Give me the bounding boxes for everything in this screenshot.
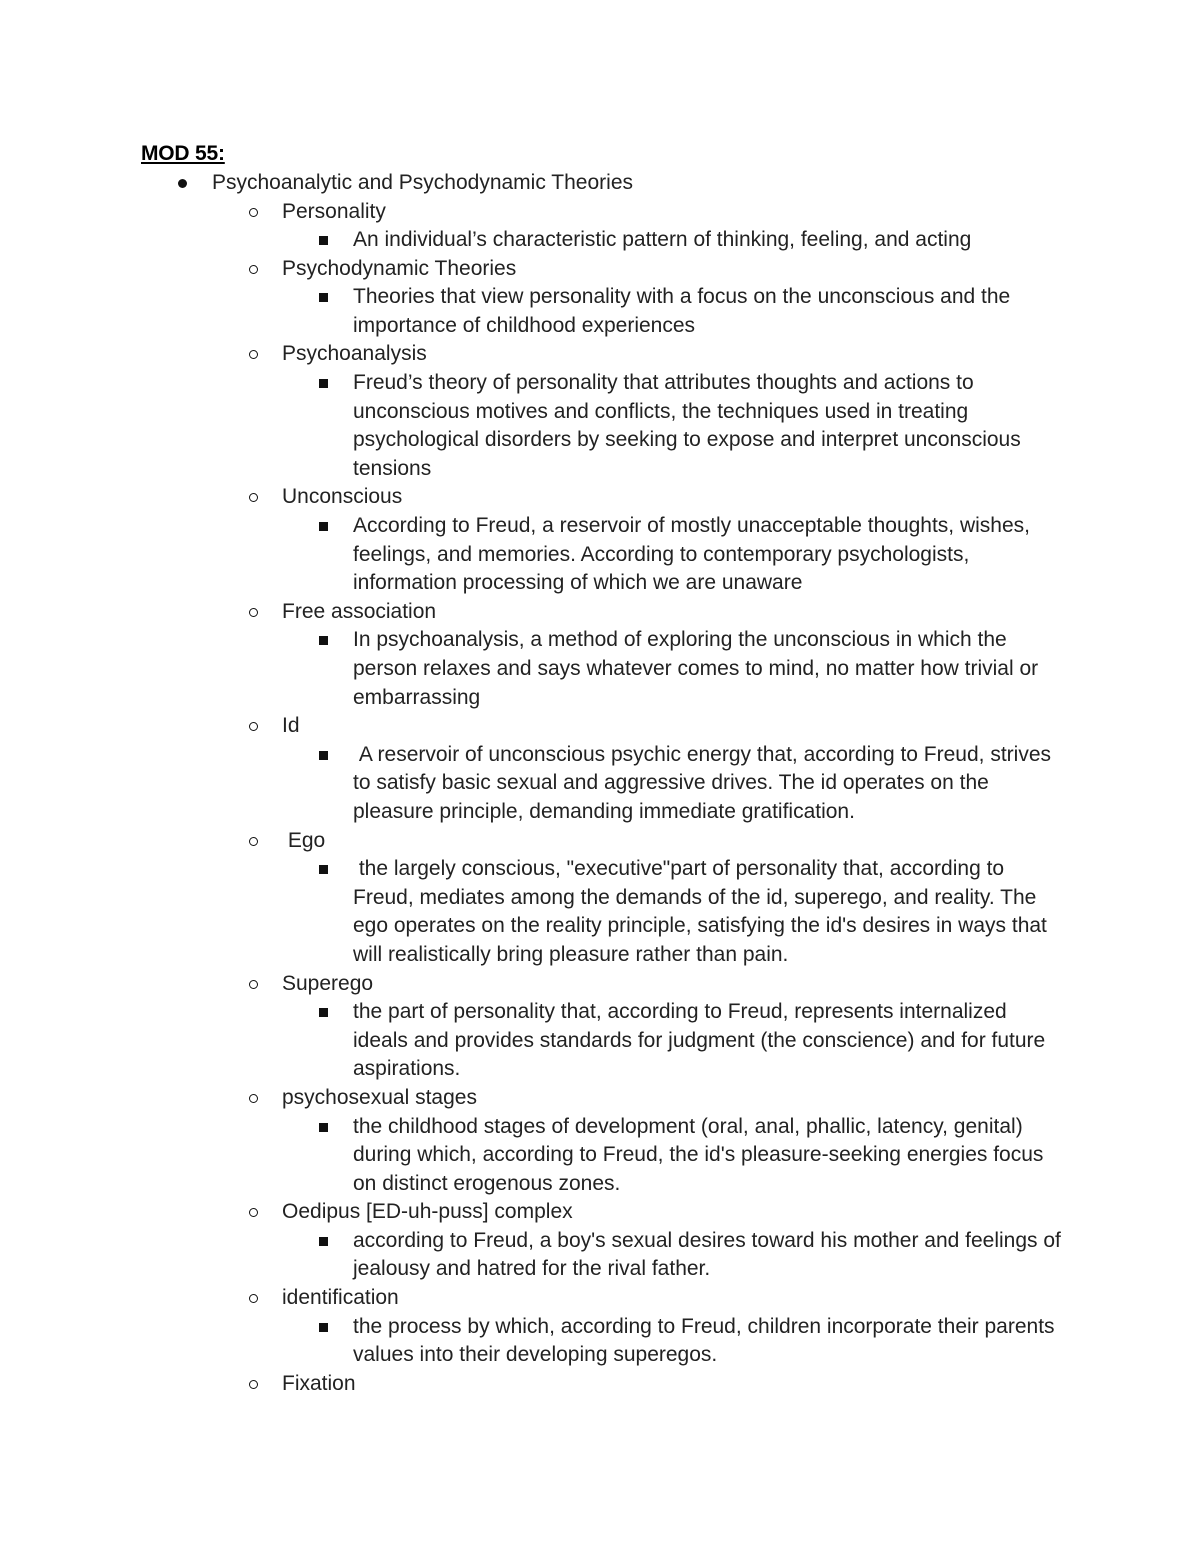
hollow-circle-bullet-icon [249,350,258,359]
term-item [0,198,1200,227]
definition-item [0,741,1200,827]
term-item [0,483,1200,512]
hollow-circle-bullet-icon [249,1380,258,1389]
definition-text: the process by which, according to Freud, children incorporate their parents values into their developing superegos. [353,1314,1061,1367]
hollow-circle-bullet-icon [249,722,258,731]
definition-text: the childhood stages of development (oral, anal, phallic, latency, genital) during which, according to Freud, the id's pleasure-seeking energies focus on distinct erogenous zones. [353,1114,1050,1195]
term-label: Personality [282,199,386,223]
term-label: psychosexual stages [282,1085,477,1109]
term-item [0,1284,1200,1313]
hollow-circle-bullet-icon [249,980,258,989]
definition-item [0,226,1200,255]
square-bullet-icon [319,379,328,388]
term-item [0,340,1200,369]
term-item [0,827,1200,856]
section-heading: Psychoanalytic and Psychodynamic Theories [212,171,633,194]
definition-item [0,998,1200,1084]
hollow-circle-bullet-icon [249,265,258,274]
definition-text: according to Freud, a boy's sexual desires toward his mother and feelings of jealousy and hatred for the rival father. [353,1228,1067,1281]
term-label: Fixation [282,1371,356,1395]
definition-item [0,1113,1200,1199]
square-bullet-icon [319,293,328,302]
definition-item [0,626,1200,712]
hollow-circle-bullet-icon [249,493,258,502]
definition-text: A reservoir of unconscious psychic energy that, according to Freud, strives to satisfy basic sexual and aggressive drives. The id operates on the pleasure principle, demanding immediate gratification. [353,742,1057,823]
hollow-circle-bullet-icon [249,608,258,617]
term-label: identification [282,1286,399,1310]
hollow-circle-bullet-icon [249,1294,258,1303]
definition-text: the largely conscious, "executive"part of personality that, according to Freud, mediates among the demands of the id, superego, and reality. The ego operates on the reality principle, satisfying the id's desires in ways that will realistically bring pleasure rather than pain. [353,857,1053,966]
definition-text: the part of personality that, according to Freud, represents internalized ideals and provides standards for judgment (the conscience) and for future aspirations. [353,1000,1052,1081]
definition-item [0,1227,1200,1284]
filled-circle-bullet-icon [178,179,187,188]
term-item [0,1198,1200,1227]
term-item [0,598,1200,627]
hollow-circle-bullet-icon [249,208,258,217]
term-label: Free association [282,599,437,623]
square-bullet-icon [319,1323,328,1332]
square-bullet-icon [319,1123,328,1132]
term-label: Id [282,714,300,738]
definition-item [0,855,1200,969]
term-label: Unconscious [282,485,403,509]
hollow-circle-bullet-icon [249,1208,258,1217]
page-title: MOD 55: [141,142,225,165]
square-bullet-icon [319,1008,328,1017]
square-bullet-icon [319,1237,328,1246]
term-label: Psychodynamic Theories [282,256,517,280]
definition-text: In psychoanalysis, a method of exploring the unconscious in which the person relaxes and says whatever comes to mind, no matter how trivial or embarrassing [353,628,1044,709]
definition-item [0,283,1200,340]
term-item [0,1370,1200,1399]
definition-text: Theories that view personality with a focus on the unconscious and the importance of childhood experiences [353,285,1017,337]
definition-item [0,512,1200,598]
definition-item [0,1313,1200,1370]
hollow-circle-bullet-icon [249,837,258,846]
term-item [0,712,1200,741]
term-label: Superego [282,971,374,995]
square-bullet-icon [319,865,328,874]
term-label: Psychoanalysis [282,342,427,366]
term-label: Oedipus [ED-uh-puss] complex [282,1200,573,1224]
term-list [0,198,1200,1399]
hollow-circle-bullet-icon [249,1094,258,1103]
definition-text: An individual’s characteristic pattern of thinking, feeling, and acting [353,228,972,252]
square-bullet-icon [319,636,328,645]
square-bullet-icon [319,236,328,245]
square-bullet-icon [319,522,328,531]
term-item [0,255,1200,284]
term-item [0,1084,1200,1113]
term-label: Ego [282,828,326,852]
term-item [0,970,1200,999]
definition-text: Freud’s theory of personality that attributes thoughts and actions to unconscious motives and conflicts, the techniques used in treating psychological disorders by seeking to expose and interpret unconscious tensions [353,371,1027,480]
definition-text: According to Freud, a reservoir of mostly unacceptable thoughts, wishes, feelings, and memories. According to contemporary psychologists, information processing of which we are unaware [353,514,1036,595]
definition-item [0,369,1200,483]
square-bullet-icon [319,751,328,760]
